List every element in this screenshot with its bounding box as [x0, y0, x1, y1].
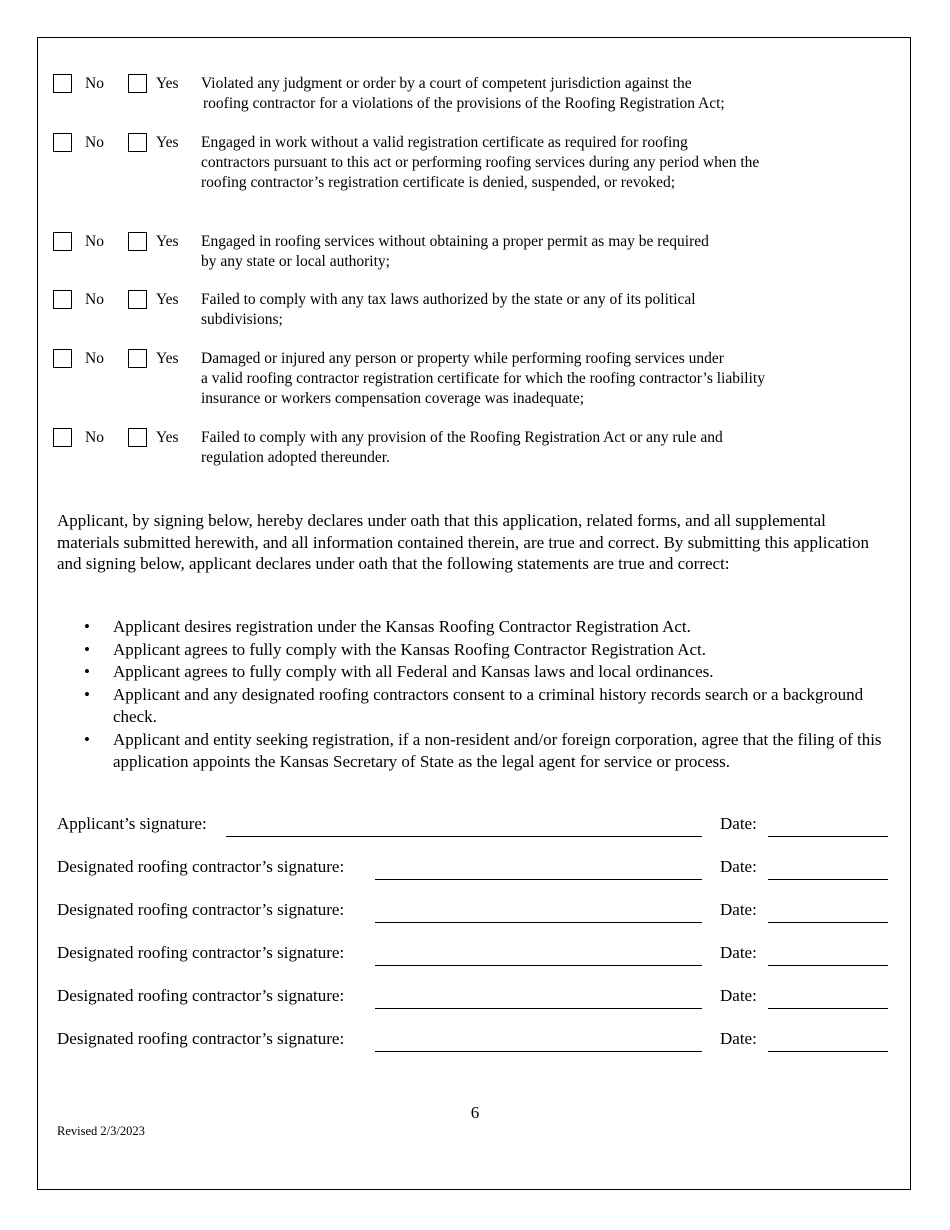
no-checkbox[interactable] [53, 74, 72, 93]
list-item: • Applicant and any designated roofing contractors consent to a criminal history records search or a background check. [57, 684, 897, 729]
declaration-paragraph: Applicant, by signing below, hereby declares under oath that this application, related forms, and all supplemental materials submitted herewith, and all information contained therein, are true and correct. By submitting this application and signing below, applicant declares under oath that the following statements are true and correct: [57, 511, 869, 573]
list-item: • Applicant and entity seeking registration, if a non-resident and/or foreign corporation, agree that the filing of this application appoints the Kansas Secretary of State as the legal agent for service or process. [57, 729, 897, 774]
question-text [201, 74, 841, 114]
no-checkbox[interactable] [53, 232, 72, 251]
question-text-first-line: Engaged in work without a valid registration certificate as required for roofing [201, 134, 688, 151]
applicant-signature-field[interactable] [226, 814, 702, 837]
question-text [201, 133, 761, 193]
designated-signature-field[interactable] [375, 900, 702, 923]
yes-checkbox[interactable] [128, 428, 147, 447]
date-label: Date: [720, 857, 757, 876]
question-text-continuation: by any state or local authority; [201, 253, 390, 270]
date-label: Date: [720, 943, 757, 962]
date-field[interactable] [768, 986, 888, 1009]
designated-signature-label: Designated roofing contractor’s signature: [57, 900, 345, 919]
yes-label: Yes [156, 75, 179, 92]
designated-signature-label: Designated roofing contractor’s signature: [57, 943, 345, 962]
list-item: • Applicant desires registration under the Kansas Roofing Contractor Registration Act. [57, 616, 897, 639]
question-text-first-line: Failed to comply with any provision of the Roofing Registration Act or any rule and [201, 429, 723, 446]
declaration-bullet-list [57, 616, 897, 774]
form-page-frame [37, 37, 911, 1190]
yes-checkbox[interactable] [128, 133, 147, 152]
question-text [201, 428, 841, 468]
no-label: No [85, 350, 104, 367]
question-text-first-line: Engaged in roofing services without obtaining a proper permit as may be required [201, 233, 709, 250]
applicant-signature-label: Applicant’s signature: [57, 814, 207, 833]
applicant-signature-row [57, 814, 889, 838]
question-text-first-line: Violated any judgment or order by a court of competent jurisdiction against the [201, 75, 692, 92]
date-field[interactable] [768, 1029, 888, 1052]
date-field[interactable] [768, 900, 888, 923]
designated-signature-row [57, 857, 889, 881]
question-text-first-line: Failed to comply with any tax laws authorized by the state or any of its political [201, 291, 696, 308]
yes-checkbox[interactable] [128, 232, 147, 251]
no-label: No [85, 75, 104, 92]
date-label: Date: [720, 814, 757, 833]
revision-date: Revised 2/3/2023 [57, 1124, 145, 1138]
date-label: Date: [720, 900, 757, 919]
question-text [201, 349, 801, 409]
list-item: • Applicant agrees to fully comply with all Federal and Kansas laws and local ordinances. [57, 661, 897, 684]
question-text-continuation: a valid roofing contractor registration certificate for which the roofing contractor’s liability insurance or workers compensation coverage was inadequate; [201, 370, 765, 407]
list-item: • Applicant agrees to fully comply with the Kansas Roofing Contractor Registration Act. [57, 639, 897, 662]
no-checkbox[interactable] [53, 133, 72, 152]
designated-signature-field[interactable] [375, 1029, 702, 1052]
designated-signature-label: Designated roofing contractor’s signature: [57, 986, 345, 1005]
yes-checkbox[interactable] [128, 74, 147, 93]
question-text-first-line: Damaged or injured any person or property while performing roofing services under [201, 350, 724, 367]
designated-signature-field[interactable] [375, 986, 702, 1009]
question-text-continuation: contractors pursuant to this act or performing roofing services during any period when the roofing contractor’s registration certificate is denied, suspended, or revoked; [201, 154, 760, 191]
yes-label: Yes [156, 233, 179, 250]
designated-signature-label: Designated roofing contractor’s signature: [57, 857, 345, 876]
yes-label: Yes [156, 350, 179, 367]
yes-checkbox[interactable] [128, 349, 147, 368]
no-checkbox[interactable] [53, 349, 72, 368]
designated-signature-row [57, 900, 889, 924]
yes-label: Yes [156, 134, 179, 151]
date-field[interactable] [768, 814, 888, 837]
designated-signature-row [57, 986, 889, 1010]
no-label: No [85, 233, 104, 250]
question-text-continuation: subdivisions; [201, 311, 283, 328]
no-label: No [85, 429, 104, 446]
designated-signature-field[interactable] [375, 857, 702, 880]
question-text-continuation: regulation adopted thereunder. [201, 449, 390, 466]
question-text [201, 290, 841, 330]
no-label: No [85, 291, 104, 308]
designated-signature-label: Designated roofing contractor’s signature: [57, 1029, 345, 1048]
designated-signature-row [57, 1029, 889, 1053]
no-checkbox[interactable] [53, 290, 72, 309]
date-label: Date: [720, 986, 757, 1005]
no-checkbox[interactable] [53, 428, 72, 447]
yes-checkbox[interactable] [128, 290, 147, 309]
page-number: 6 [470, 1103, 480, 1122]
date-field[interactable] [768, 943, 888, 966]
designated-signature-row [57, 943, 889, 967]
yes-label: Yes [156, 291, 179, 308]
no-label: No [85, 134, 104, 151]
designated-signature-field[interactable] [375, 943, 702, 966]
question-text-continuation: roofing contractor for a violations of the provisions of the Roofing Registration Act; [203, 95, 725, 112]
yes-label: Yes [156, 429, 179, 446]
date-field[interactable] [768, 857, 888, 880]
date-label: Date: [720, 1029, 757, 1048]
question-text [201, 232, 841, 272]
